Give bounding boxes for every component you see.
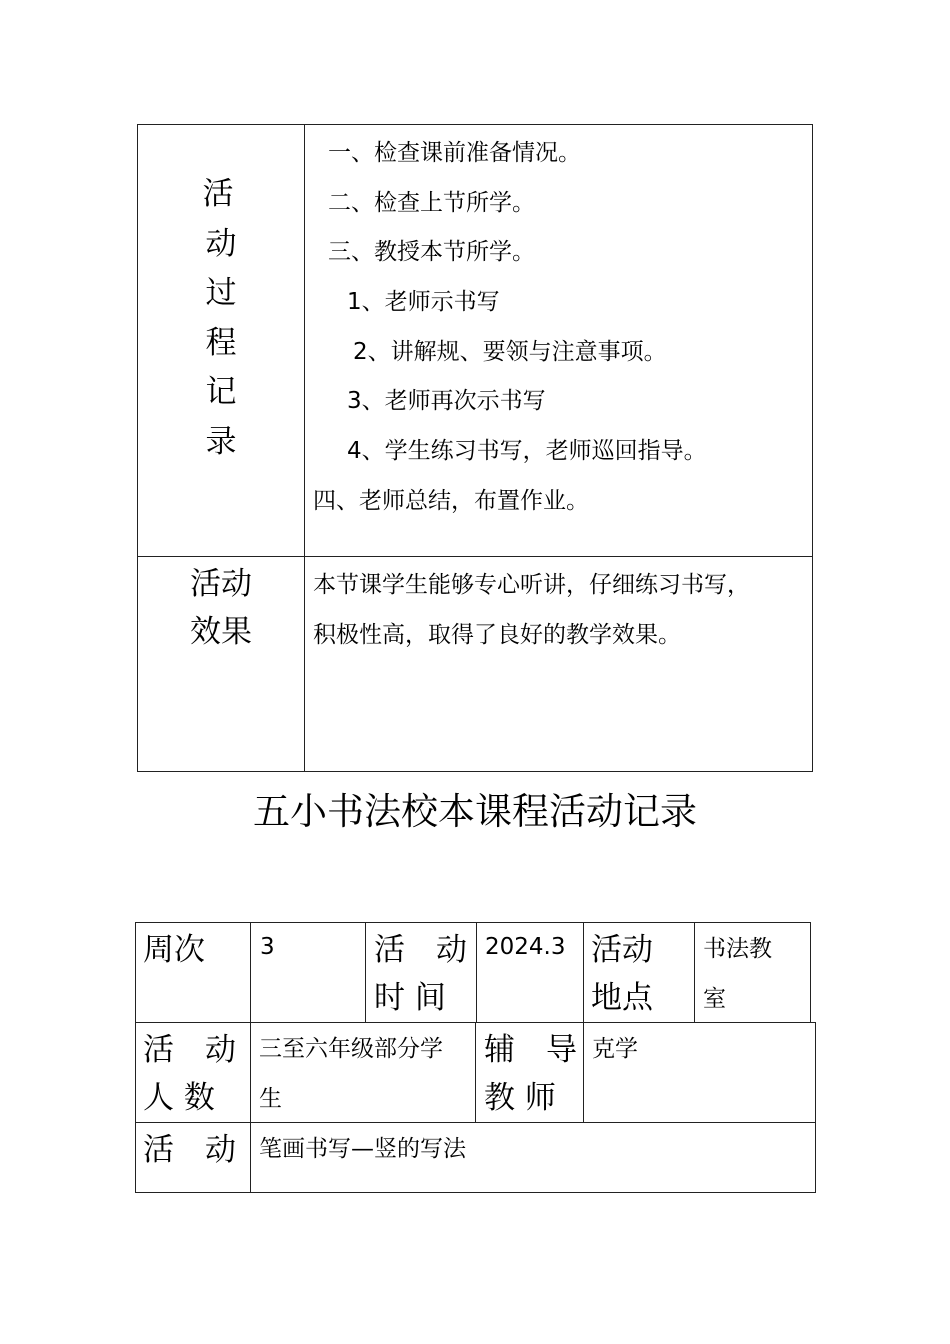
process-label-char: 录 [205,423,237,460]
effect-label-line: 活动 [190,566,252,602]
topic-value: 笔画书写—竖的写法 [259,1136,466,1162]
people-label-line: 活 动 [143,1032,236,1068]
process-label-char: 活 [202,176,234,212]
process-label-char: 记 [205,374,237,410]
process-step: 一、检查课前准备情况。 [328,140,581,166]
effect-label-line: 效果 [190,614,252,650]
process-label-char: 程 [205,324,237,361]
teacher-label [484,1026,577,1122]
people-value-line: 生 [259,1086,282,1112]
process-step: 2、讲解规、要领与注意事项。 [353,339,667,365]
time-label-line: 活 动 [374,932,467,968]
place-label-line: 活动 [591,932,653,968]
teacher-label-line: 辅 导 [484,1032,577,1068]
teacher-value: 克学 [592,1036,638,1062]
people-label-line: 人 数 [143,1080,215,1116]
time-value: 2024.3 [485,934,566,960]
effect-text-line: 积极性高，取得了良好的教学效果。 [313,622,681,648]
process-step: 1、老师示书写 [347,289,500,315]
process-step: 4、学生练习书写，老师巡回指导。 [347,438,707,464]
topic-label: 活 动 [143,1132,236,1168]
process-label [137,170,305,467]
place-value [703,924,772,1024]
process-label-char: 动 [205,225,237,262]
people-label [143,1026,236,1122]
place-label-line: 地点 [591,980,653,1016]
week-label: 周次 [143,932,205,968]
time-label-line: 时 间 [374,980,446,1016]
process-step: 二、检查上节所学。 [328,190,535,216]
place-value-line: 室 [703,986,726,1012]
effect-text-line: 本节课学生能够专心听讲，仔细练习书写， [313,572,750,598]
process-step: 四、老师总结，布置作业。 [313,488,589,514]
effect-text [313,560,750,660]
people-value [259,1024,443,1124]
effect-label [137,560,305,656]
process-step: 三、教授本节所学。 [328,239,535,265]
week-value: 3 [260,934,275,960]
teacher-label-line: 教 师 [484,1080,556,1116]
process-label-char: 过 [205,275,237,311]
place-label [591,926,653,1022]
page-title: 五小书法校本课程活动记录 [253,790,697,833]
people-value-line: 三至六年级部分学 [259,1036,443,1062]
process-step: 3、老师再次示书写 [347,388,546,414]
place-value-line: 书法教 [703,936,772,962]
time-label [374,926,467,1022]
